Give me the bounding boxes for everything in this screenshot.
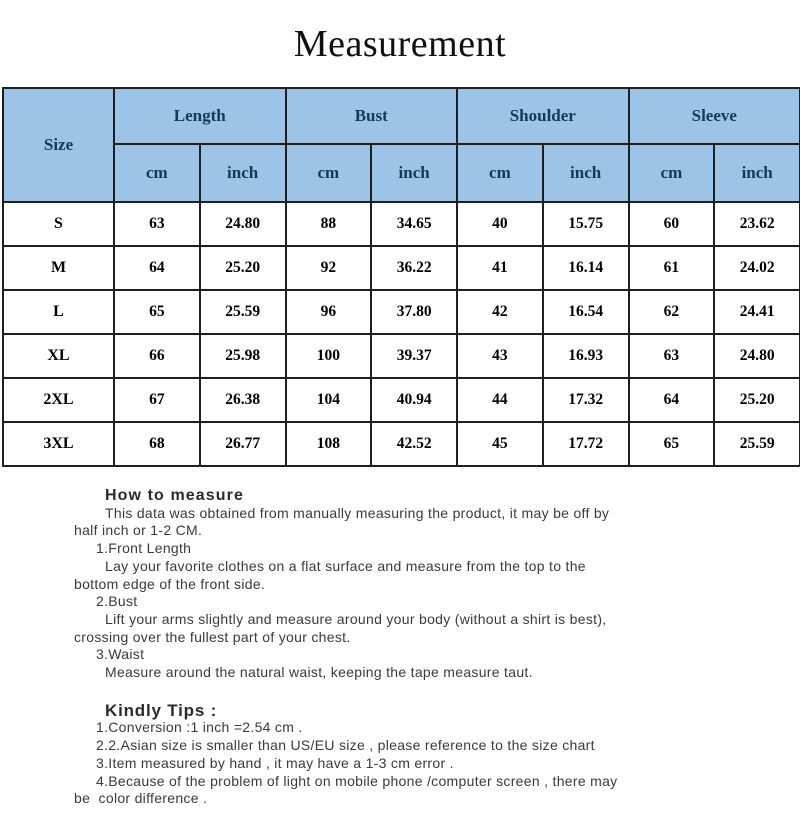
size-cell: L <box>3 290 114 334</box>
table-row-xl <box>3 334 800 378</box>
col-group-shoulder: Shoulder <box>457 88 629 144</box>
measurement-cell: 64 <box>114 246 200 290</box>
measurement-cell: 42.52 <box>371 422 457 466</box>
measurement-cell: 24.41 <box>714 290 800 334</box>
unit-header-sleeve-cm: cm <box>629 144 715 202</box>
table-row-m <box>3 246 800 290</box>
note-line-waist: 3.Waist <box>96 646 145 663</box>
how-to-measure-section <box>0 487 800 682</box>
size-cell: XL <box>3 334 114 378</box>
tip-line: 3.Item measured by hand , it may have a 1-3 cm error . <box>96 754 454 771</box>
measurement-cell: 64 <box>629 378 715 422</box>
measurement-cell: 24.80 <box>714 334 800 378</box>
measurement-cell: 45 <box>457 422 543 466</box>
table-row-3xl <box>3 422 800 466</box>
measurement-cell: 104 <box>286 378 372 422</box>
measurement-cell: 23.62 <box>714 202 800 246</box>
measurement-cell: 16.93 <box>543 334 629 378</box>
tip-line: 1.Conversion :1 inch =2.54 cm . <box>96 719 303 736</box>
measurement-cell: 34.65 <box>371 202 457 246</box>
unit-header-shoulder-inch: inch <box>543 144 629 202</box>
how-to-measure-heading: How to measure <box>105 487 244 504</box>
table-row-2xl <box>3 378 800 422</box>
measurement-cell: 63 <box>629 334 715 378</box>
unit-header-shoulder-cm: cm <box>457 144 543 202</box>
measurement-cell: 63 <box>114 202 200 246</box>
note-line: Measure around the natural waist, keeping the tape measure taut. <box>105 664 533 681</box>
measurement-cell: 25.59 <box>714 422 800 466</box>
measurement-cell: 65 <box>114 290 200 334</box>
unit-header-length-inch: inch <box>200 144 286 202</box>
measurement-cell: 67 <box>114 378 200 422</box>
unit-header-bust-inch: inch <box>371 144 457 202</box>
measurement-cell: 17.32 <box>543 378 629 422</box>
table-row-l <box>3 290 800 334</box>
measurement-cell: 60 <box>629 202 715 246</box>
measurement-cell: 25.20 <box>714 378 800 422</box>
size-chart-table <box>2 87 800 467</box>
note-line-front-length: 1.Front Length <box>96 540 192 557</box>
note-line: bottom edge of the front side. <box>74 575 266 592</box>
measurement-cell: 26.38 <box>200 378 286 422</box>
measurement-cell: 25.20 <box>200 246 286 290</box>
table-header-units-row <box>3 144 800 202</box>
measurement-cell: 41 <box>457 246 543 290</box>
measurement-cell: 88 <box>286 202 372 246</box>
measurement-cell: 25.98 <box>200 334 286 378</box>
measurement-cell: 37.80 <box>371 290 457 334</box>
size-cell: S <box>3 202 114 246</box>
measurement-cell: 108 <box>286 422 372 466</box>
note-line: crossing over the fullest part of your chest. <box>74 628 351 645</box>
unit-header-sleeve-inch: inch <box>714 144 800 202</box>
measurement-cell: 36.22 <box>371 246 457 290</box>
note-line: This data was obtained from manually measuring the product, it may be off by <box>105 504 610 521</box>
tip-line: be color difference . <box>74 790 208 807</box>
kindly-tips-section <box>0 702 800 808</box>
tip-line: 4.Because of the problem of light on mobile phone /computer screen , there may <box>96 772 618 789</box>
measurement-cell: 15.75 <box>543 202 629 246</box>
measurement-cell: 39.37 <box>371 334 457 378</box>
measurement-cell: 24.80 <box>200 202 286 246</box>
measurement-cell: 65 <box>629 422 715 466</box>
measurement-cell: 62 <box>629 290 715 334</box>
col-group-length: Length <box>114 88 286 144</box>
measurement-cell: 100 <box>286 334 372 378</box>
measurement-cell: 96 <box>286 290 372 334</box>
measurement-cell: 92 <box>286 246 372 290</box>
note-line: Lay your favorite clothes on a flat surface and measure from the top to the <box>105 557 586 574</box>
measurement-cell: 42 <box>457 290 543 334</box>
measurement-cell: 16.54 <box>543 290 629 334</box>
unit-header-bust-cm: cm <box>286 144 372 202</box>
page-title: Measurement <box>293 23 507 65</box>
size-cell: 3XL <box>3 422 114 466</box>
note-line: half inch or 1-2 CM. <box>74 522 203 539</box>
col-header-size: Size <box>3 88 114 202</box>
measurement-cell: 17.72 <box>543 422 629 466</box>
kindly-tips-heading: Kindly Tips : <box>105 700 218 720</box>
measurement-cell: 66 <box>114 334 200 378</box>
measurement-cell: 44 <box>457 378 543 422</box>
measurement-cell: 40 <box>457 202 543 246</box>
note-line: Lift your arms slightly and measure around your body (without a shirt is best), <box>105 610 607 627</box>
note-line-bust: 2.Bust <box>96 593 138 610</box>
table-header-group-row <box>3 88 800 144</box>
measurement-cell: 68 <box>114 422 200 466</box>
measurement-cell: 25.59 <box>200 290 286 334</box>
col-group-bust: Bust <box>286 88 458 144</box>
tip-line: 2.2.Asian size is smaller than US/EU size , please reference to the size chart <box>96 737 595 754</box>
measurement-cell: 24.02 <box>714 246 800 290</box>
measurement-sheet <box>0 22 800 822</box>
measurement-cell: 16.14 <box>543 246 629 290</box>
col-group-sleeve: Sleeve <box>629 88 800 144</box>
measurement-cell: 40.94 <box>371 378 457 422</box>
measurement-cell: 43 <box>457 334 543 378</box>
measurement-cell: 26.77 <box>200 422 286 466</box>
measurement-cell: 61 <box>629 246 715 290</box>
table-row-s <box>3 202 800 246</box>
size-cell: 2XL <box>3 378 114 422</box>
size-cell: M <box>3 246 114 290</box>
unit-header-length-cm: cm <box>114 144 200 202</box>
